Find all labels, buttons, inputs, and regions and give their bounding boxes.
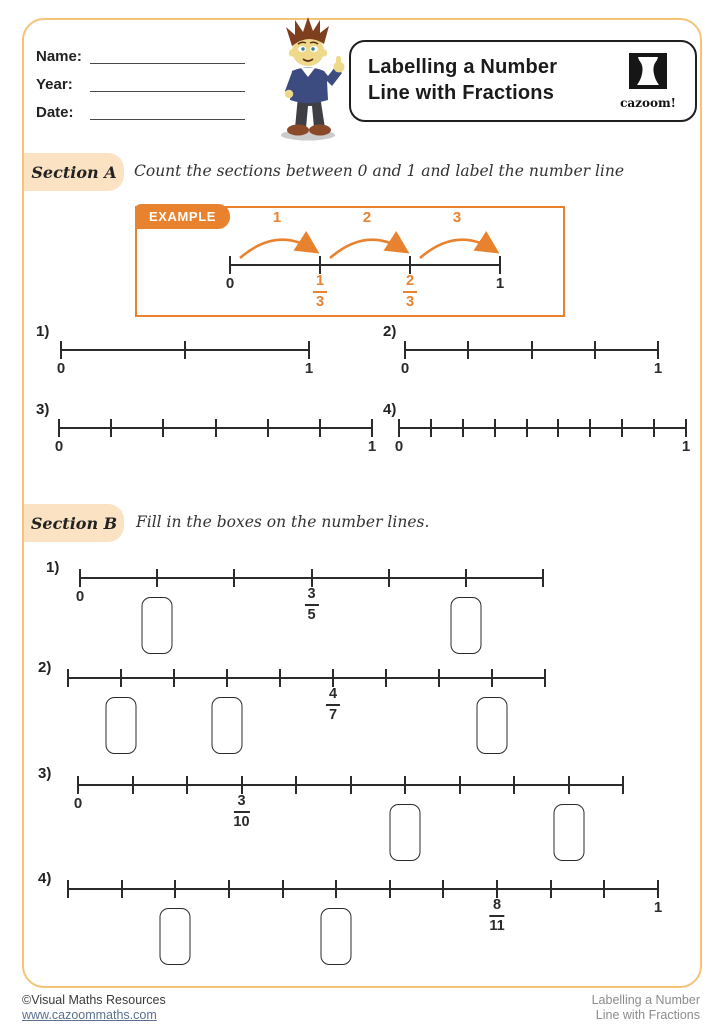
answer-box[interactable] (160, 908, 191, 965)
cazoom-logo-text: cazoom! (620, 95, 676, 110)
website-link[interactable]: www.cazoommaths.com (22, 1007, 157, 1022)
tick-mark (332, 669, 334, 687)
tick-label: 0 (394, 438, 404, 455)
tick-mark (513, 776, 515, 794)
tick-mark (110, 419, 112, 437)
tick-mark (295, 776, 297, 794)
tick-mark (603, 880, 605, 898)
tick-label: 1 (653, 360, 663, 377)
tick-label: 1 (495, 275, 505, 292)
tick-mark (388, 569, 390, 587)
problem-a1-number: 1) (36, 323, 50, 340)
name-label: Name: (36, 48, 82, 65)
worksheet-title (351, 55, 609, 106)
tick-mark (132, 776, 134, 794)
tick-mark (568, 776, 570, 794)
answer-box[interactable] (321, 908, 352, 965)
section-a-badge-label: Section A (31, 162, 117, 182)
fraction-numerator: 3 (233, 793, 249, 813)
tick-mark (335, 880, 337, 898)
numberline-a2 (400, 349, 663, 377)
footer-right (592, 993, 700, 1023)
tick-mark (371, 419, 373, 437)
tick-mark (409, 256, 411, 274)
answer-box[interactable] (450, 597, 481, 654)
numberline-b3 (73, 784, 623, 830)
year-input-line[interactable] (90, 91, 245, 92)
tick-mark (442, 880, 444, 898)
cazoom-logo-icon (627, 53, 669, 91)
fraction-label (233, 793, 249, 830)
numberline-a1 (56, 349, 314, 377)
tick-mark (186, 776, 188, 794)
tick-mark (173, 669, 175, 687)
tick-mark (282, 880, 284, 898)
tick-mark (67, 669, 69, 687)
answer-box[interactable] (390, 804, 421, 861)
fraction-numerator: 3 (304, 586, 318, 606)
count-arrow-arc (420, 240, 494, 258)
fraction-denominator: 3 (315, 293, 325, 310)
tick-label: 0 (73, 795, 83, 812)
tick-mark (657, 341, 659, 359)
section-a-badge (24, 153, 124, 191)
tick-mark (550, 880, 552, 898)
tick-mark (60, 341, 62, 359)
problem-b2-number: 2) (38, 659, 52, 676)
tick-mark (499, 256, 501, 274)
tick-mark (494, 419, 496, 437)
arc-count-label: 3 (452, 209, 462, 226)
fraction-numerator: 2 (403, 273, 417, 293)
date-label: Date: (36, 104, 74, 121)
fraction-denominator: 11 (489, 917, 505, 934)
count-arrow-arc (240, 240, 314, 258)
tick-mark (229, 256, 231, 274)
fraction-label (326, 686, 340, 723)
fraction-numerator: 8 (489, 897, 504, 917)
answer-box[interactable] (211, 697, 242, 754)
numberline-b1 (75, 577, 543, 623)
fraction-numerator: 1 (313, 273, 327, 293)
tick-mark (496, 880, 498, 898)
tick-mark (462, 419, 464, 437)
answer-box[interactable] (553, 804, 584, 861)
problem-b3-number: 3) (38, 765, 52, 782)
example-arcs (230, 208, 500, 262)
tick-mark (228, 880, 230, 898)
tick-label: 0 (54, 438, 64, 455)
tick-mark (308, 341, 310, 359)
problem-a4-number: 4) (383, 401, 397, 418)
arc-count-label: 2 (362, 209, 372, 226)
footer-left (22, 993, 166, 1023)
tick-label: 0 (75, 588, 85, 605)
tick-label: 0 (400, 360, 410, 377)
cazoom-logo (609, 53, 695, 110)
tick-mark (389, 880, 391, 898)
answer-box[interactable] (477, 697, 508, 754)
tick-mark (241, 776, 243, 794)
tick-mark (311, 569, 313, 587)
fraction-label (313, 273, 327, 310)
answer-box[interactable] (106, 697, 137, 754)
tick-mark (404, 341, 406, 359)
fraction-denominator: 5 (307, 606, 316, 623)
count-arrow-arc (330, 240, 404, 258)
numberline-bar (399, 427, 686, 429)
tick-mark (657, 880, 659, 898)
numberline-bar (68, 677, 545, 679)
problem-a2-number: 2) (383, 323, 397, 340)
tick-mark (156, 569, 158, 587)
tick-mark (77, 776, 79, 794)
fraction-label (489, 897, 504, 934)
tick-mark (531, 341, 533, 359)
tick-mark (544, 669, 546, 687)
tick-mark (594, 341, 596, 359)
footer-title-line-2: Line with Fractions (595, 1007, 700, 1022)
fraction-numerator: 4 (326, 686, 340, 706)
tick-mark (279, 669, 281, 687)
tick-mark (685, 419, 687, 437)
copyright-text: ©Visual Maths Resources (22, 993, 166, 1007)
tick-label: 1 (304, 360, 314, 377)
tick-mark (385, 669, 387, 687)
tick-mark (622, 776, 624, 794)
tick-mark (58, 419, 60, 437)
tick-mark (121, 880, 123, 898)
tick-mark (226, 669, 228, 687)
tick-mark (438, 669, 440, 687)
tick-mark (120, 669, 122, 687)
footer-title-line-1: Labelling a Number (591, 993, 700, 1007)
answer-box[interactable] (142, 597, 173, 654)
tick-mark (465, 569, 467, 587)
tick-mark (430, 419, 432, 437)
tick-mark (184, 341, 186, 359)
title-line-2: Line with Fractions (368, 82, 555, 104)
tick-mark (653, 419, 655, 437)
tick-mark (174, 880, 176, 898)
title-line-1: Labelling a Number (368, 56, 558, 79)
numberline-b2 (68, 677, 545, 723)
fraction-label (403, 273, 417, 310)
fraction-denominator: 7 (328, 706, 338, 723)
numberline-b4 (68, 888, 663, 934)
fraction-denominator: 10 (233, 813, 250, 830)
section-b-instruction: Fill in the boxes on the number lines. (136, 513, 430, 531)
tick-mark (233, 569, 235, 587)
tick-mark (526, 419, 528, 437)
tick-label: 1 (681, 438, 691, 455)
tick-mark (557, 419, 559, 437)
numberline-a4 (394, 427, 691, 455)
tick-label: 0 (56, 360, 66, 377)
example-numberline (225, 264, 505, 310)
numberline-a3 (54, 427, 377, 455)
tick-mark (459, 776, 461, 794)
title-box (349, 40, 697, 122)
tick-mark (398, 419, 400, 437)
section-b-badge-label: Section B (30, 513, 118, 533)
problem-b4-number: 4) (38, 870, 52, 887)
tick-mark (79, 569, 81, 587)
tick-mark (350, 776, 352, 794)
name-input-line[interactable] (90, 63, 245, 64)
tick-mark (67, 880, 69, 898)
problem-a3-number: 3) (36, 401, 50, 418)
tick-mark (162, 419, 164, 437)
numberline-bar (230, 264, 500, 266)
tick-mark (542, 569, 544, 587)
tick-mark (319, 419, 321, 437)
section-b-badge (24, 504, 124, 542)
tick-mark (467, 341, 469, 359)
tick-label: 0 (225, 275, 235, 292)
section-a-instruction: Count the sections between 0 and 1 and label the number line (134, 162, 625, 180)
tick-mark (491, 669, 493, 687)
date-input-line[interactable] (90, 119, 245, 120)
arc-count-label: 1 (272, 209, 282, 226)
tick-label: 1 (367, 438, 377, 455)
numberline-bar (68, 888, 658, 890)
problem-b1-number: 1) (46, 559, 60, 576)
tick-mark (404, 776, 406, 794)
tick-label: 1 (653, 899, 663, 916)
fraction-denominator: 3 (405, 293, 415, 310)
tick-mark (215, 419, 217, 437)
tick-mark (319, 256, 321, 274)
mascot-boy-illustration (262, 14, 354, 142)
year-label: Year: (36, 76, 73, 93)
tick-mark (267, 419, 269, 437)
fraction-label (304, 586, 318, 623)
tick-mark (621, 419, 623, 437)
example-tab: EXAMPLE (135, 204, 230, 229)
tick-mark (589, 419, 591, 437)
